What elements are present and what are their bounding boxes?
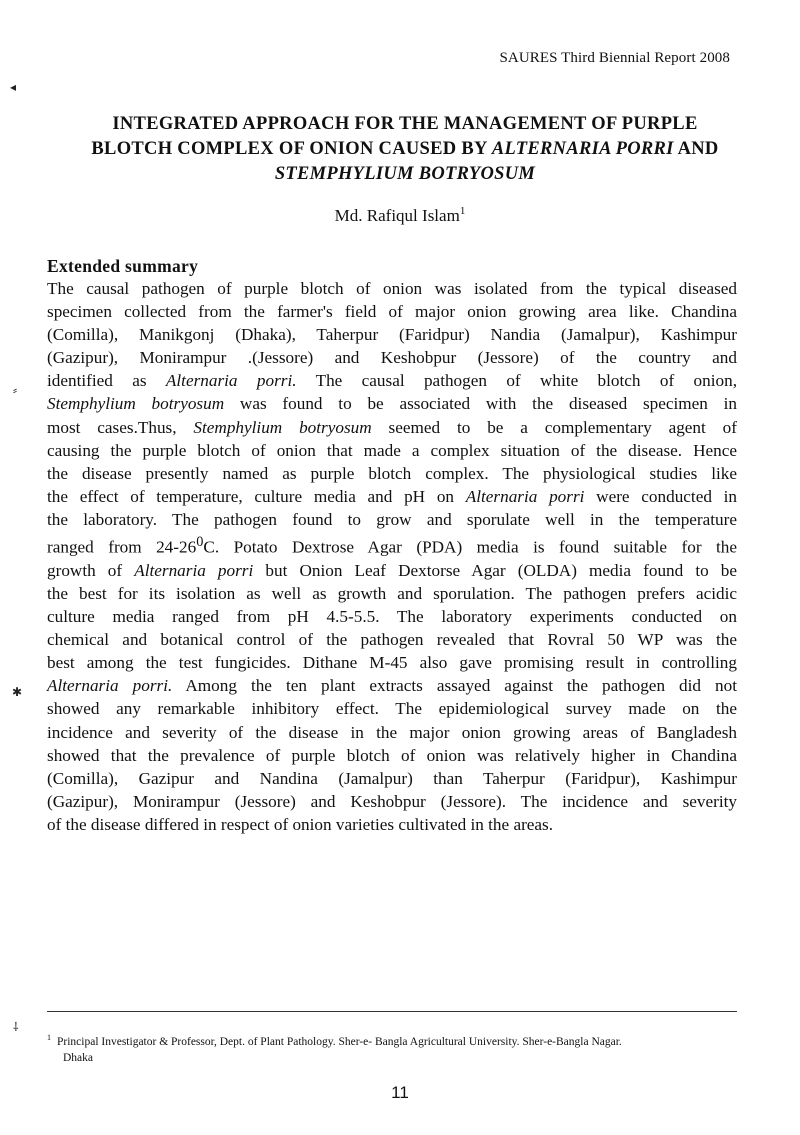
author-name: Md. Rafiqul Islam [334, 206, 460, 225]
body-line: (Comilla), Manikgonj (Dhaka), Taherpur (Faridpur) Nandia (Jamalpur), Kashimpur [47, 325, 737, 345]
body-text: but Onion Leaf Dextorse Agar (OLDA) media found to be [253, 560, 738, 580]
body-line: best among the test fungicides. Dithane M-45 also gave promising result in controlling [47, 653, 737, 673]
body-line [47, 392, 737, 415]
footnote-divider [47, 1011, 737, 1012]
footnote-text-cont: Dhaka [63, 1052, 94, 1064]
body-line: showed any remarkable inhibitory effect. The epidemiological survey made on the [47, 699, 737, 719]
summary-body [47, 277, 737, 836]
title-line-2 [40, 137, 770, 162]
body-line: specimen collected from the farmer's field of major onion growing area like. Chandina [47, 302, 737, 322]
footnote-mark: 1 [47, 1033, 51, 1042]
species-name: Alternaria porri. [165, 371, 297, 391]
footnote [47, 1030, 747, 1066]
title-line-1: INTEGRATED APPROACH FOR THE MANAGEMENT OF PURPLE [112, 114, 698, 134]
body-text: Among the ten plant extracts assayed against the pathogen did not [172, 676, 738, 696]
section-heading: Extended summary [47, 256, 199, 276]
running-head: SAURES Third Biennial Report 2008 [499, 50, 730, 66]
body-line [47, 416, 737, 439]
body-line: causing the purple blotch of onion that made a complex situation of the disease. Hence [47, 440, 737, 460]
body-line: (Gazipur), Monirampur .(Jessore) and Keshobpur (Jessore) of the country and [47, 348, 737, 368]
body-line [47, 559, 737, 582]
body-line: culture media ranged from pH 4.5-5.5. The laboratory experiments conducted on [47, 607, 737, 627]
body-text: growth of [47, 560, 135, 580]
body-line: (Gazipur), Monirampur (Jessore) and Keshobpur (Jessore). The incidence and severity [47, 791, 737, 811]
title-species-1: ALTERNARIA PORRI [491, 139, 674, 159]
body-line: incidence and severity of the disease in the major onion growing areas of Bangladesh [47, 722, 737, 742]
body-text: seemed to be a complementary agent of [371, 417, 737, 437]
body-text: identified as [47, 371, 166, 391]
body-text: were conducted in [584, 486, 738, 506]
margin-mark-lower: ✱ [12, 685, 23, 699]
body-text: ranged from 24-26 [47, 537, 197, 557]
species-name: Stemphylium botryosum [47, 394, 225, 414]
footnote-text: Principal Investigator & Professor, Dept. of Plant Pathology. Sher-e- Bangla Agricultural University. Sher-e-Bangla Nagar. [57, 1036, 622, 1048]
body-line: of the disease differed in respect of onion varieties cultivated in the areas. [47, 814, 554, 834]
title-line-2-text: BLOTCH COMPLEX OF ONION CAUSED BY [91, 139, 492, 159]
body-line: The causal pathogen of purple blotch of onion was isolated from the typical diseased [47, 279, 737, 298]
body-text: was found to be associated with the diseased specimen in [224, 394, 738, 414]
author-line [0, 205, 800, 226]
body-line [47, 369, 737, 392]
author-footnote-mark: 1 [459, 205, 466, 217]
margin-mark-mid: ⸗ [13, 383, 17, 397]
margin-mark-bottom: ⸸ [13, 1020, 19, 1034]
species-name: Alternaria porri [134, 560, 254, 580]
article-title [40, 112, 770, 187]
species-name: Alternaria porri. [47, 676, 173, 696]
body-text: C. Potato Dextrose Agar (PDA) media is found suitable for the [203, 537, 737, 557]
degree-superscript: 0 [196, 534, 204, 551]
body-line [47, 485, 737, 508]
species-name: Alternaria porri [465, 486, 585, 506]
title-line-3 [40, 162, 770, 187]
body-text: most cases.Thus, [47, 417, 194, 437]
title-line-2-suffix: AND [673, 139, 719, 159]
page-number: 11 [391, 1083, 409, 1102]
body-line: showed that the prevalence of purple blotch of onion was relatively higher in Chandina [47, 745, 737, 765]
margin-mark-top: ◂ [10, 80, 17, 94]
body-line: the best for its isolation as well as growth and sporulation. The pathogen prefers acidic [47, 583, 737, 603]
title-species-2: STEMPHYLIUM BOTRYOSUM [274, 164, 536, 184]
species-name: Stemphylium botryosum [193, 417, 372, 437]
body-line [47, 674, 737, 697]
body-line: the laboratory. The pathogen found to grow and sporulate well in the temperature [47, 509, 737, 529]
body-text: The causal pathogen of white blotch of onion, [296, 371, 738, 391]
body-line: the disease presently named as purple blotch complex. The physiological studies like [47, 463, 737, 483]
body-line [47, 531, 737, 559]
body-line: chemical and botanical control of the pathogen revealed that Rovral 50 WP was the [47, 630, 737, 650]
body-line: (Comilla), Gazipur and Nandina (Jamalpur) than Taherpur (Faridpur), Kashimpur [47, 768, 737, 788]
body-text: the effect of temperature, culture media and pH on [47, 486, 466, 506]
